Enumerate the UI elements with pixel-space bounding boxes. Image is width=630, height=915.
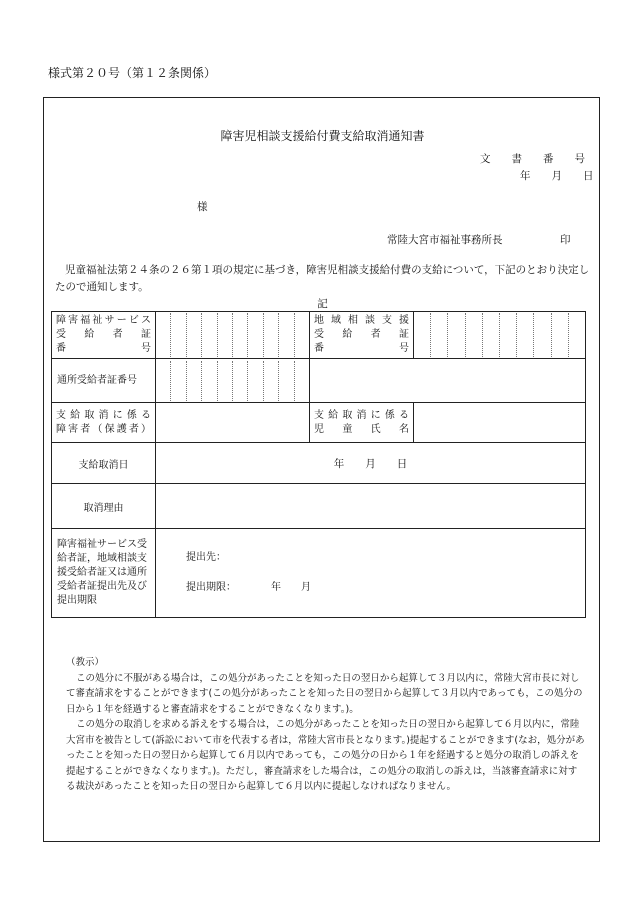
table-row — [52, 312, 586, 359]
submit-to: 提出先： — [186, 552, 226, 563]
notes-heading: （教示） — [66, 657, 105, 668]
tsusho-cert-label: 通所受給者証番号 — [52, 359, 156, 403]
form-number: 様式第２０号（第１２条関係） — [48, 66, 217, 80]
consult-cert-label: 地域相談支援 受 給 者 証 番 号 — [310, 312, 414, 359]
submission-field[interactable] — [156, 529, 586, 618]
reason-field[interactable] — [156, 484, 586, 529]
document-frame — [43, 97, 600, 842]
child-name-field[interactable] — [414, 403, 586, 443]
cancel-date-label: 支給取消日 — [52, 443, 156, 484]
cancel-date-field[interactable]: 年 月 日 — [156, 443, 586, 484]
disabled-person-field[interactable] — [156, 403, 310, 443]
document-title: 障害児相談支援給付費支給取消通知書 — [220, 129, 425, 143]
tsusho-cert-number-boxes[interactable] — [156, 359, 310, 403]
table-row — [52, 403, 586, 443]
disabled-person-label: 支給取消に係る 障害者（保護者） — [52, 403, 156, 443]
table-row — [52, 484, 586, 529]
table-row — [52, 443, 586, 484]
service-cert-number-boxes[interactable] — [156, 312, 310, 359]
issuer-name: 常陸大宮市福祉事務所長 — [387, 234, 503, 246]
notes-paragraph-lawsuit: この処分の取消しを求める訴えをする場合は，この処分があったことを知った日の翌日から起算して６月以内に，常陸大宮市を被告として(訴訟において市を代表する者は，常陸大宮市長となります。)提起することができます(なお，処分があったことを知った日の翌日から起算して６月以内であっても，この処分の日から１年を経過すると処分の取消しの訴えを提起することができなくなります。)。ただし，審査請求をした場合は，この処分の取消しの訴えは，当該審査請求に対する裁決があったことを知った日の翌日から起算して６月以内に提起しなければなりません。 — [66, 719, 585, 792]
submission-label: 障害福祉サービス受給者証，地域相談支援受給者証又は通所受給者証提出先及び提出期限 — [52, 529, 156, 618]
submit-deadline: 提出期限： 年 月 — [186, 582, 311, 593]
reason-label: 取消理由 — [52, 484, 156, 529]
ki-heading: 記 — [317, 298, 328, 310]
document-date: 年 月 日 — [520, 170, 594, 182]
tsusho-blank — [310, 359, 586, 403]
cancellation-table — [51, 311, 586, 618]
notes-paragraph-appeal: この処分に不服がある場合は，この処分があったことを知った日の翌日から起算して３月以内に，常陸大宮市長に対して審査請求をすることができます(この処分があったことを知った日の翌日から起算して３月以内であっても，この処分の日から１年を経過すると審査請求をすることができなくなります。)。 — [66, 672, 583, 715]
table-row — [52, 529, 586, 618]
child-name-label: 支給取消に係る 児 童 氏 名 — [310, 403, 414, 443]
notes-section — [66, 655, 586, 795]
body-text: 児童福祉法第２４条の２６第１項の規定に基づき，障害児相談支援給付費の支給について，下記のとおり決定したので通知します。 — [55, 264, 590, 293]
addressee-suffix: 様 — [197, 201, 208, 213]
consult-cert-number-boxes[interactable] — [414, 312, 586, 359]
service-cert-label: 障害福祉サービス 受 給 者 証 番 号 — [52, 312, 156, 359]
seal-mark: 印 — [560, 234, 571, 246]
document-number: 文 書 番 号 — [480, 153, 585, 165]
table-row — [52, 359, 586, 403]
